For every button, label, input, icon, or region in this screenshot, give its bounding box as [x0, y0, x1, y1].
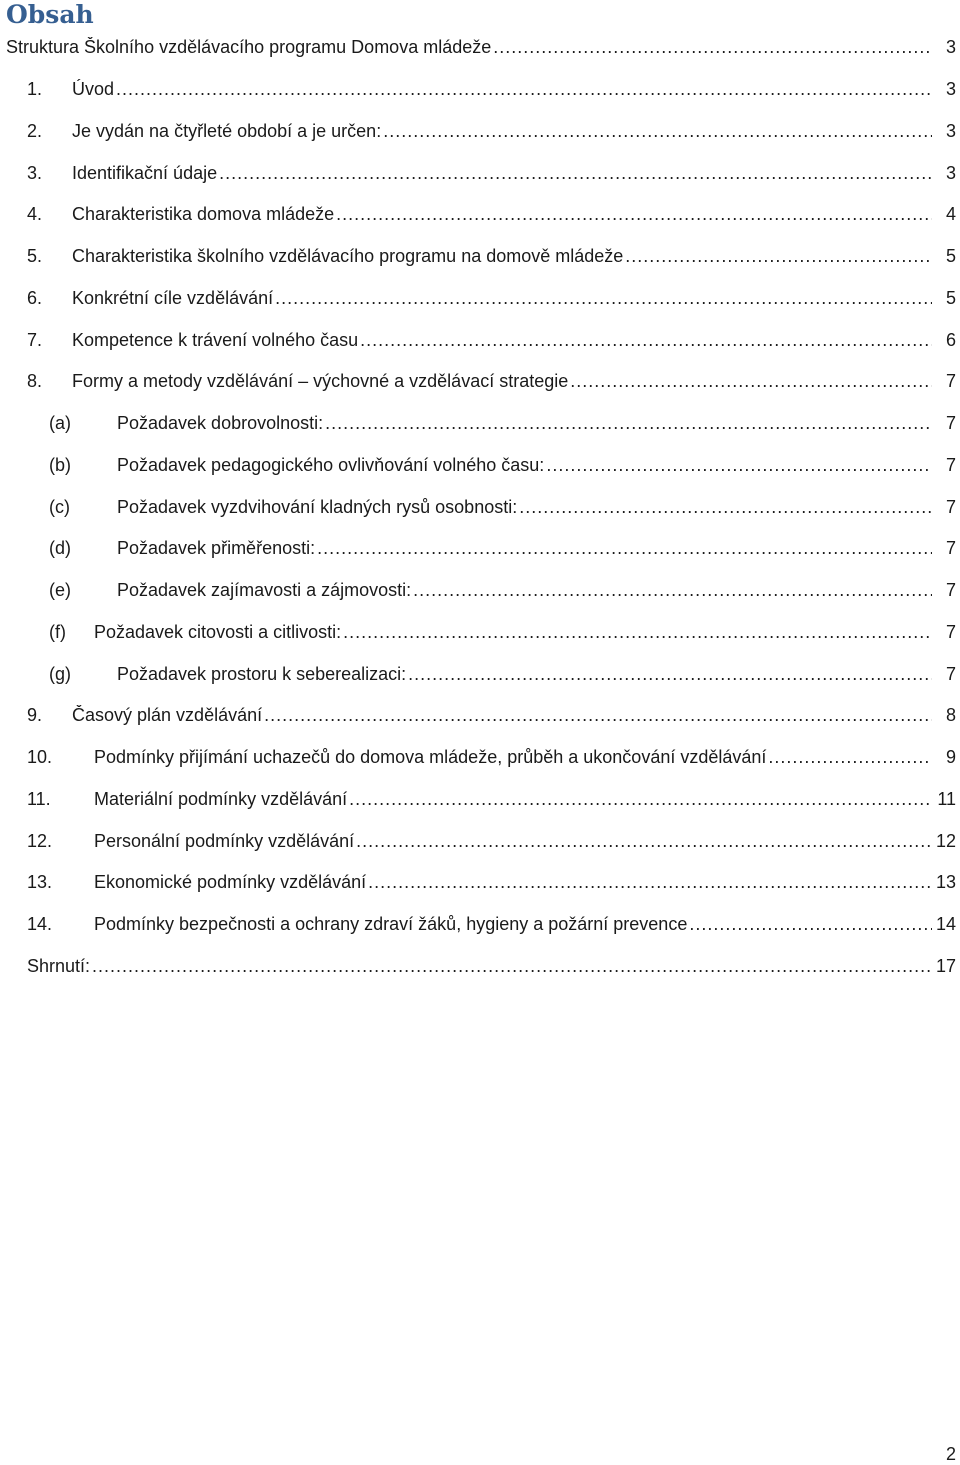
toc-entry-page: 4: [945, 204, 956, 225]
toc-entry-label: Úvod: [72, 79, 115, 100]
toc-entry[interactable]: [0, 152, 960, 194]
toc-entry-page: 5: [945, 246, 956, 267]
toc-entry-label: Podmínky bezpečnosti a ochrany zdraví žáků, hygieny a požární prevence: [94, 914, 688, 935]
toc-entry-label: Požadavek zajímavosti a zájmovosti:: [117, 580, 412, 601]
toc-entry-leader: [94, 789, 932, 810]
toc-entry-label: Charakteristika domova mládeže: [72, 204, 335, 225]
toc-entry-page: 7: [945, 663, 956, 684]
toc-entry-number: (c): [49, 496, 70, 517]
table-of-contents: [0, 27, 960, 987]
toc-entry-page: 7: [945, 371, 956, 392]
dot-leader: [275, 288, 932, 309]
toc-entry-number: (a): [49, 413, 71, 434]
toc-entry-page: 7: [945, 621, 956, 642]
toc-entry[interactable]: [0, 445, 960, 487]
toc-entry[interactable]: [0, 946, 960, 988]
toc-entry-label: Požadavek pedagogického ovlivňování volného času:: [117, 454, 545, 475]
toc-entry[interactable]: [0, 486, 960, 528]
toc-entry-leader: [117, 538, 932, 559]
toc-entry-leader: [72, 246, 932, 267]
toc-entry[interactable]: [0, 236, 960, 278]
toc-entry-leader: [117, 580, 932, 601]
toc-entry-leader: [94, 872, 932, 893]
dot-leader: [336, 204, 932, 225]
toc-entry-page: 3: [945, 162, 956, 183]
toc-entry-page: 11: [937, 788, 956, 809]
toc-entry[interactable]: [0, 820, 960, 862]
toc-entry-leader: [94, 914, 932, 935]
toc-entry-number: 14.: [27, 914, 53, 935]
toc-entry-label: Požadavek dobrovolnosti:: [117, 413, 324, 434]
toc-entry-number: 9.: [27, 705, 43, 726]
toc-entry-leader: [117, 455, 932, 476]
toc-entry-label: Časový plán vzdělávání: [72, 705, 263, 726]
toc-entry-label: Struktura Školního vzdělávacího programu Domova mládeže: [6, 37, 492, 58]
toc-entry[interactable]: [0, 570, 960, 612]
dot-leader: [493, 37, 932, 58]
toc-entry-leader: [94, 622, 932, 643]
toc-entry[interactable]: [0, 653, 960, 695]
toc-entry-number: 1.: [27, 79, 43, 100]
toc-entry-page: 3: [945, 79, 956, 100]
toc-entry-label: Požadavek citovosti a citlivosti:: [94, 621, 342, 642]
toc-entry[interactable]: [0, 194, 960, 236]
toc-entry-leader: [72, 79, 932, 100]
toc-entry-number: 2.: [27, 120, 43, 141]
dot-leader: [264, 705, 932, 726]
toc-entry-label: Konkrétní cíle vzdělávání: [72, 287, 274, 308]
toc-entry[interactable]: [0, 612, 960, 654]
toc-entry-leader: [72, 204, 932, 225]
toc-entry[interactable]: [0, 69, 960, 111]
toc-entry-number: 6.: [27, 287, 43, 308]
toc-entry-page: 9: [945, 747, 956, 768]
toc-entry-leader: [6, 37, 932, 58]
toc-entry-page: 6: [945, 329, 956, 350]
toc-entry-label: Charakteristika školního vzdělávacího programu na domově mládeže: [72, 246, 624, 267]
toc-entry-leader: [72, 288, 932, 309]
dot-leader: [349, 789, 932, 810]
toc-entry[interactable]: [0, 862, 960, 904]
toc-entry-number: 4.: [27, 204, 43, 225]
page-number: 2: [945, 1444, 956, 1464]
toc-entry[interactable]: [0, 737, 960, 779]
toc-entry-number: 12.: [27, 830, 53, 851]
toc-entry-leader: [72, 163, 932, 184]
toc-entry-number: (g): [49, 663, 71, 684]
dot-leader: [343, 622, 932, 643]
dot-leader: [570, 371, 932, 392]
toc-entry-label: Požadavek vyzdvihování kladných rysů osobnosti:: [117, 496, 518, 517]
toc-entry-number: 10.: [27, 747, 53, 768]
toc-entry-label: Identifikační údaje: [72, 162, 218, 183]
toc-entry-page: 7: [945, 413, 956, 434]
dot-leader: [413, 580, 932, 601]
dot-leader: [92, 956, 932, 977]
toc-entry-leader: [72, 330, 932, 351]
toc-title: Obsah: [6, 0, 94, 29]
toc-entry-leader: [27, 956, 932, 977]
dot-leader: [368, 872, 932, 893]
dot-leader: [519, 497, 932, 518]
toc-entry-page: 7: [945, 580, 956, 601]
toc-entry-label: Personální podmínky vzdělávání: [94, 830, 355, 851]
toc-entry-number: 11.: [27, 788, 51, 809]
toc-entry-number: (e): [49, 580, 71, 601]
toc-entry-page: 12: [935, 830, 956, 851]
dot-leader: [768, 747, 932, 768]
toc-entry-number: 7.: [27, 329, 43, 350]
toc-entry[interactable]: [0, 319, 960, 361]
toc-entry-leader: [117, 413, 932, 434]
toc-entry-page: 3: [945, 37, 956, 58]
dot-leader: [408, 664, 932, 685]
toc-entry-number: 3.: [27, 162, 43, 183]
toc-entry-page: 8: [945, 705, 956, 726]
toc-entry[interactable]: [0, 528, 960, 570]
toc-entry-label: Shrnutí:: [27, 955, 91, 976]
toc-entry-number: 8.: [27, 371, 43, 392]
dot-leader: [356, 831, 932, 852]
toc-entry-label: Formy a metody vzdělávání – výchovné a vzdělávací strategie: [72, 371, 569, 392]
toc-entry-label: Kompetence k trávení volného času: [72, 329, 359, 350]
toc-entry-leader: [72, 121, 932, 142]
toc-entry-leader: [117, 664, 932, 685]
toc-entry-page: 14: [935, 914, 956, 935]
toc-entry-label: Podmínky přijímání uchazečů do domova mládeže, průběh a ukončování vzdělávání: [94, 747, 767, 768]
toc-entry-number: (f): [49, 621, 66, 642]
toc-entry[interactable]: [0, 27, 960, 69]
toc-entry-number: 5.: [27, 246, 43, 267]
dot-leader: [383, 121, 932, 142]
dot-leader: [317, 538, 932, 559]
toc-entry[interactable]: [0, 361, 960, 403]
dot-leader: [689, 914, 932, 935]
toc-entry-page: 13: [935, 872, 956, 893]
dot-leader: [360, 330, 932, 351]
dot-leader: [116, 79, 932, 100]
toc-entry[interactable]: [0, 695, 960, 737]
toc-entry-page: 7: [945, 496, 956, 517]
toc-entry-page: 17: [935, 955, 956, 976]
toc-entry-leader: [72, 371, 932, 392]
toc-entry-label: Materiální podmínky vzdělávání: [94, 788, 348, 809]
toc-entry-leader: [117, 497, 932, 518]
toc-entry[interactable]: [0, 403, 960, 445]
toc-entry-number: (b): [49, 454, 71, 475]
toc-entry-number: 13.: [27, 872, 53, 893]
toc-entry-label: Požadavek prostoru k seberealizaci:: [117, 663, 407, 684]
toc-entry-leader: [72, 705, 932, 726]
toc-entry[interactable]: [0, 779, 960, 821]
toc-entry[interactable]: [0, 111, 960, 153]
toc-entry-page: 7: [945, 538, 956, 559]
dot-leader: [219, 163, 932, 184]
dot-leader: [546, 455, 932, 476]
toc-entry-leader: [94, 747, 932, 768]
toc-entry-label: Je vydán na čtyřleté období a je určen:: [72, 120, 382, 141]
dot-leader: [325, 413, 932, 434]
toc-entry-page: 5: [945, 287, 956, 308]
toc-entry[interactable]: [0, 904, 960, 946]
toc-entry-leader: [94, 831, 932, 852]
toc-entry-label: Požadavek přiměřenosti:: [117, 538, 316, 559]
toc-entry-page: 3: [945, 120, 956, 141]
dot-leader: [625, 246, 932, 267]
toc-entry-number: (d): [49, 538, 71, 559]
toc-entry-page: 7: [945, 454, 956, 475]
toc-entry[interactable]: [0, 278, 960, 320]
toc-entry-label: Ekonomické podmínky vzdělávání: [94, 872, 367, 893]
